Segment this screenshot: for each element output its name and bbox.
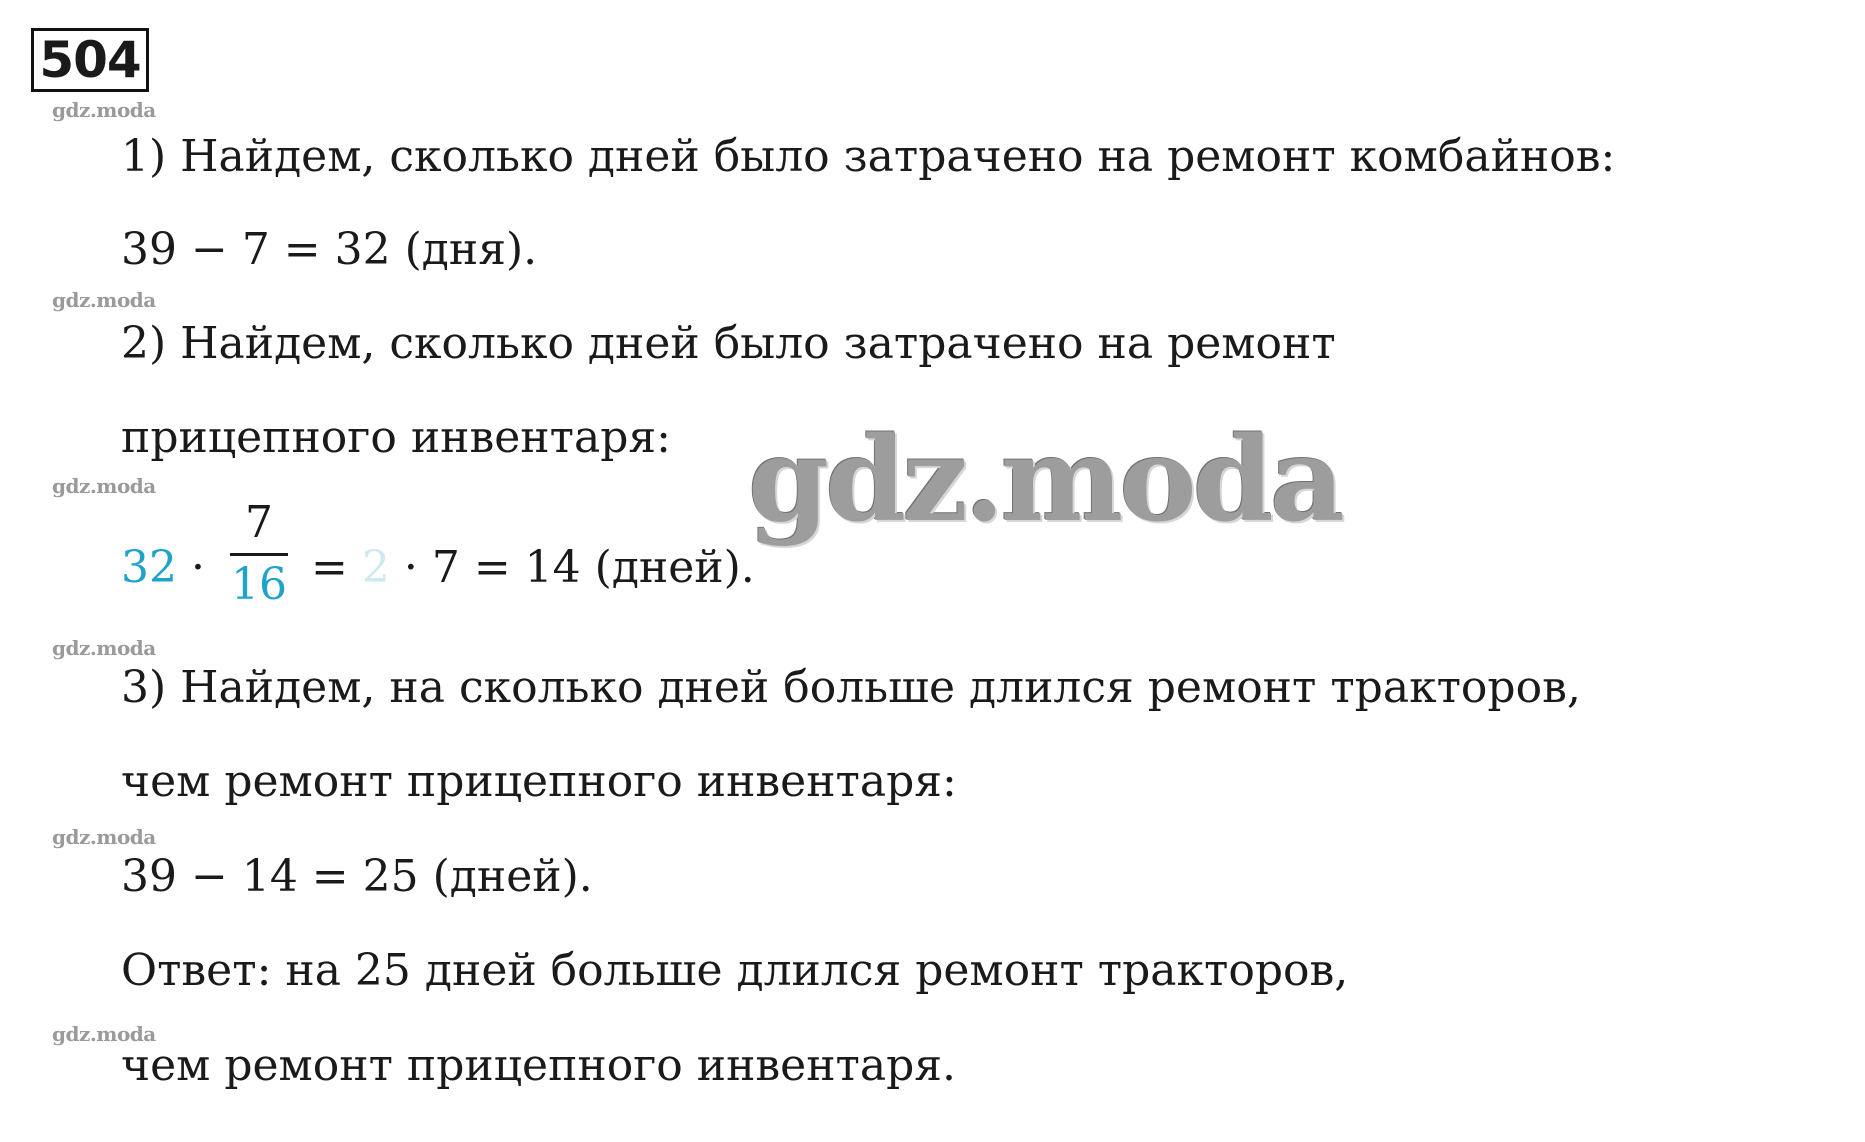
- calc-dot: ·: [191, 542, 205, 593]
- watermark-small: gdz.moda: [52, 474, 156, 498]
- step2-text-line1: 2) Найдем, сколько дней было затрачено на ремонт: [121, 318, 1336, 369]
- step2-text-line2: прицепного инвентаря:: [121, 412, 671, 463]
- watermark-small: gdz.moda: [52, 1022, 156, 1046]
- task-number-box: 504: [31, 28, 149, 92]
- step2-calc: [121, 542, 755, 593]
- calc-result: · 7 = 14 (дней).: [403, 542, 755, 593]
- fraction: [226, 497, 292, 617]
- step3-calc: 39 − 14 = 25 (дней).: [121, 851, 593, 902]
- fraction-numerator: 7: [245, 497, 273, 548]
- calc-multiplicand: 32: [121, 542, 177, 593]
- fraction-denominator: 16: [231, 559, 287, 610]
- fraction-bar: [230, 553, 288, 556]
- watermark-small: gdz.moda: [52, 636, 156, 660]
- watermark-small: gdz.moda: [52, 98, 156, 122]
- step1-calc: 39 − 7 = 32 (дня).: [121, 224, 538, 275]
- step3-text-line1: 3) Найдем, на сколько дней больше длился ремонт тракторов,: [121, 662, 1581, 713]
- step3-text-line2: чем ремонт прицепного инвентаря:: [121, 756, 957, 807]
- watermark-small: gdz.moda: [52, 825, 156, 849]
- watermark-small: gdz.moda: [52, 288, 156, 312]
- calc-reduced-factor: 2: [361, 542, 390, 593]
- answer-line2: чем ремонт прицепного инвентаря.: [121, 1040, 957, 1091]
- calc-equals: =: [311, 542, 348, 593]
- step1-text: 1) Найдем, сколько дней было затрачено на ремонт комбайнов:: [121, 131, 1616, 182]
- watermark-large: gdz.moda: [748, 412, 1341, 548]
- answer-line1: Ответ: на 25 дней больше длился ремонт тракторов,: [121, 945, 1349, 996]
